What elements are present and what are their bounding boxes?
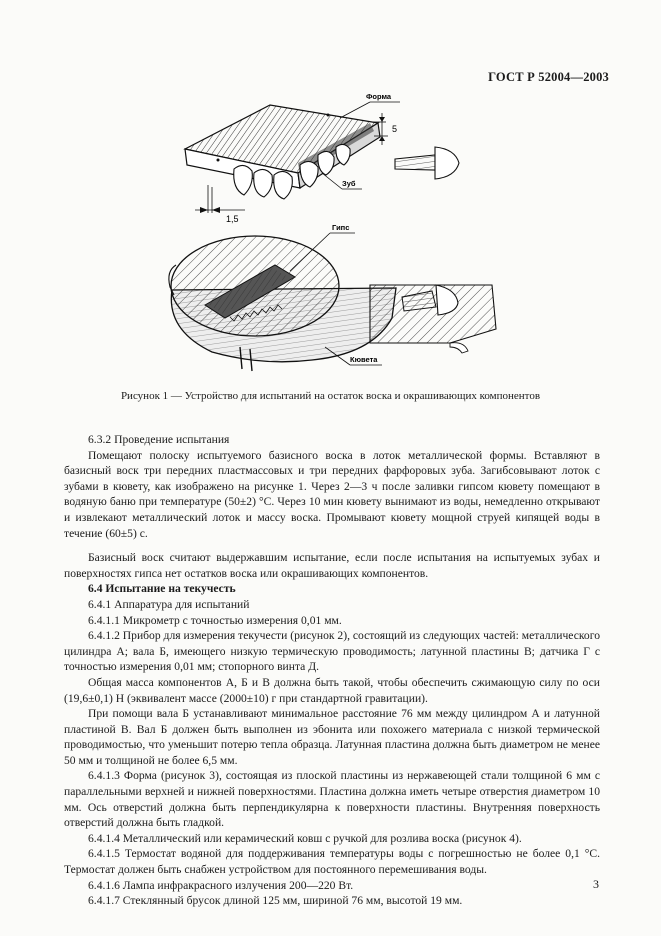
page-number: 3 — [593, 877, 599, 891]
dimension-one-five — [195, 185, 245, 224]
document-id-header: ГОСТ Р 52004—2003 — [488, 70, 609, 84]
section-detail — [370, 285, 496, 353]
paragraph: 6.4.1.1 Микрометр с точностью измерения 0,01 мм. — [88, 613, 342, 627]
single-tooth-side — [395, 147, 459, 179]
paragraph: 6.4.1.7 Стеклянный брусок длиной 125 мм, шириной 76 мм, высотой 19 мм. — [88, 894, 463, 908]
figure-caption: Рисунок 1 — Устройство для испытаний на остаток воска и окрашивающих компонентов — [120, 390, 541, 402]
paragraph: 6.4.1 Аппаратура для испытаний — [88, 597, 250, 611]
section-6-3-2-heading: 6.3.2 Проведение испытания — [88, 433, 230, 446]
label-kyuveta: Кювета — [350, 355, 378, 364]
flask-kyuveta — [169, 236, 396, 371]
figure-1-drawing — [150, 85, 530, 380]
paragraph: 6.4.1.2 Прибор для измерения текучести (рисунок 2), состоящий из следующих частей: металлического цилиндра А; вала Б, имеющего низкую термическую проводимость; латунной пластины В; датчика Г с точностью измерения 0,01 мм; стопорного винта Д. — [64, 629, 600, 674]
callout-forma — [340, 92, 400, 118]
paragraph: При помощи вала Б устанавливают минимальное расстояние 76 мм между цилиндром А и латунной пластиной В. Вал Б должен быть выполнен из эбонита или похожего материала с низкой термической проводимостью, что уменьшит потерю тепла образца. Латунная пластина должна быть диаметром не менее 50 мм и толщиной не более 6,5 мм. — [64, 707, 600, 767]
dim-1-5-label: 1,5 — [226, 214, 239, 224]
label-forma: Форма — [366, 92, 392, 101]
paragraph: Общая масса компонентов А, Б и В должна быть такой, чтобы обеспечить сжимающую силу по оси (19,6±0,1) Н (эквивалент массе (2000±10) г при стандартной гравитации). — [64, 675, 600, 705]
label-gips: Гипс — [332, 223, 350, 232]
paragraph: 6.4.1.3 Форма (рисунок 3), состоящая из плоской пластины из нержавеющей стали толщиной 6 мм с параллельными верхней и нижней поверхностями. Пластина должна иметь четыре отверстия диаметром 10 мм. Ось отверстий должна быть перпендикулярна к поверхности пластины. Внутренняя поверхность отверстий должна быть гладкой. — [64, 769, 600, 830]
label-zub: Зуб — [342, 179, 356, 188]
document-body — [64, 432, 600, 909]
paragraph: Базисный воск считают выдержавшим испытание, если после испытания на испытуемых зубах и поверхностях гипса нет остатков воска или окрашивающих компонентов. — [64, 551, 600, 580]
section-6-4-heading: 6.4 Испытание на текучесть — [88, 582, 236, 596]
dim-5-label: 5 — [392, 124, 398, 134]
paragraph: 6.4.1.6 Лампа инфракрасного излучения 200—220 Вт. — [88, 878, 354, 892]
paragraph: 6.4.1.5 Термостат водяной для поддерживания температуры воды с погрешностью не более 0,1 °С. Термостат должен быть снабжен устройством для постоянного перемешивания воды. — [64, 847, 600, 877]
callout-zub — [322, 173, 362, 189]
paragraph: 6.4.1.4 Металлический или керамический ковш с ручкой для розлива воска (рисунок 4). — [88, 831, 522, 845]
paragraph: Помещают полоску испытуемого базисного воска в лоток металлической формы. Вставляют в базисный воск три передних пластмассовых и три передних фарфоровых зуба. Загибсовывают лоток с зубами в кювету, как изображено на рисунке 1. Через 2—3 ч после заливки гипсом кювету помещают в водяную баню при температуре (50±2) °С. Через 10 мин кювету вынимают из воды, немедленно открывают и извлекают металлический лоток и массу воска. Промывают кювету мощной струей кипящей воды в течение (60±5) с. — [64, 448, 600, 540]
